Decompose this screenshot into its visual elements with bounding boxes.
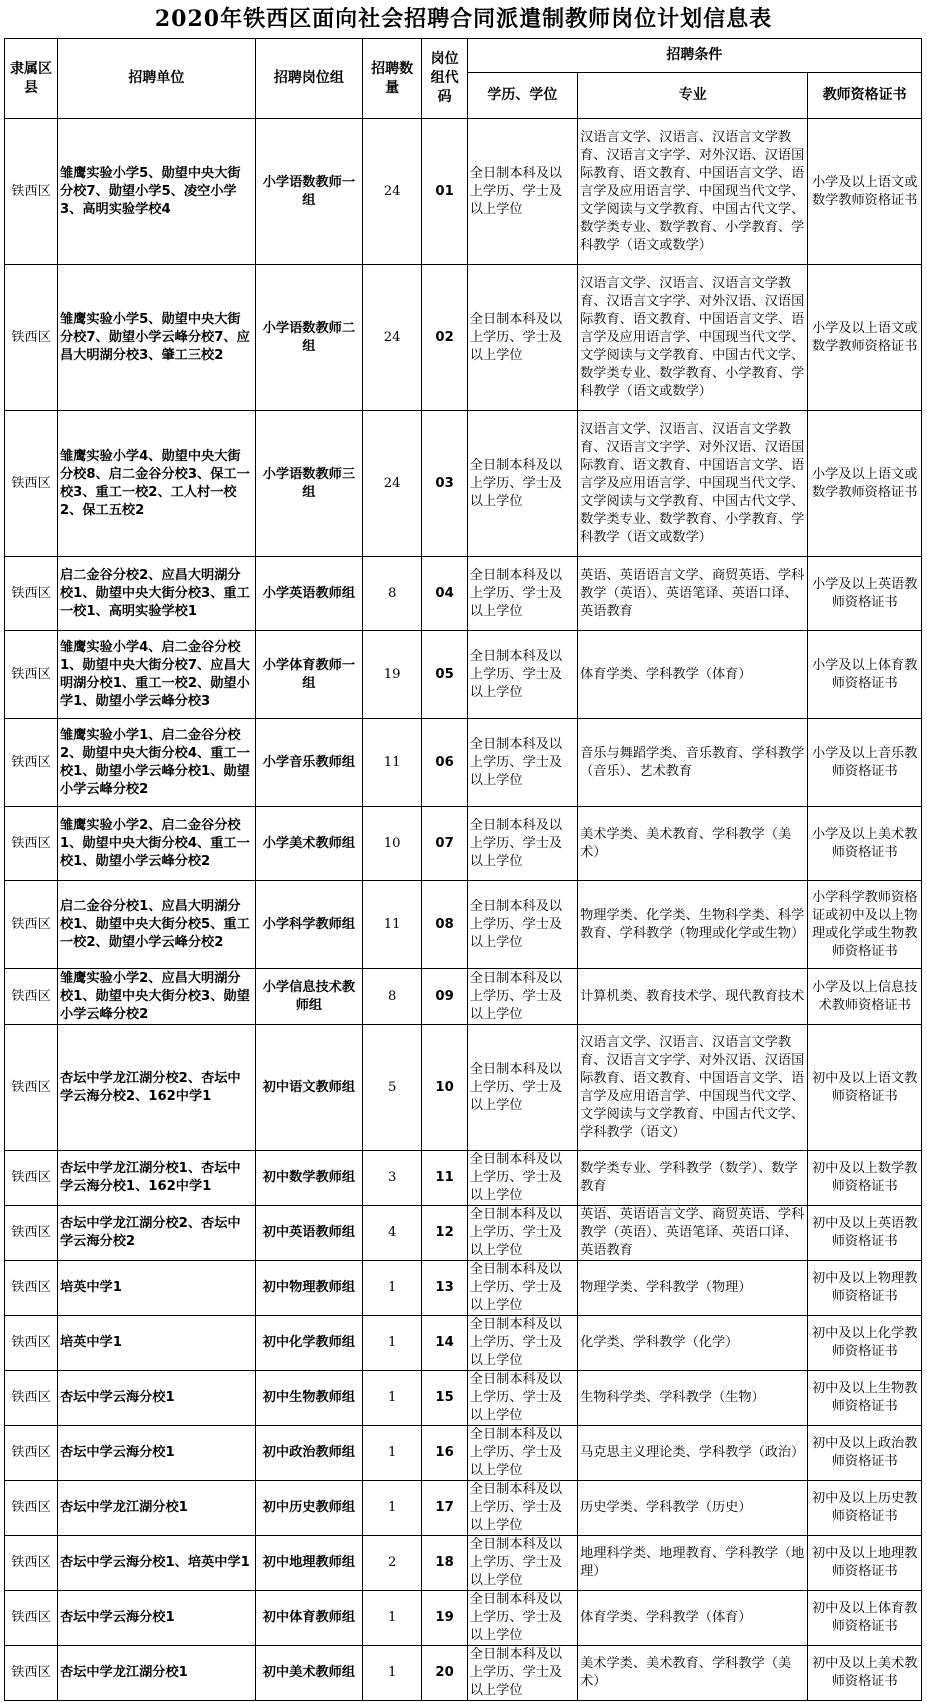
cell-county: 铁西区 [5,119,58,265]
cell-group: 初中美术教师组 [255,1646,362,1701]
cell-code: 20 [422,1646,467,1701]
cell-county: 铁西区 [5,881,58,969]
cell-county: 铁西区 [5,1151,58,1206]
cell-code: 14 [422,1316,467,1371]
cell-code: 12 [422,1206,467,1261]
page-title: 2020年铁西区面向社会招聘合同派遣制教师岗位计划信息表 [154,6,773,32]
cell-code: 15 [422,1371,467,1426]
cell-code: 05 [422,631,467,719]
table-row [5,881,922,969]
cell-code: 11 [422,1151,467,1206]
cell-unit: 启二金谷分校1、应昌大明湖分校1、勋望中央大街分校5、重工一校2、勋望小学云峰分校2 [57,881,255,969]
header-group: 招聘岗位组 [255,39,362,119]
cell-education: 全日制本科及以上学历、学士及以上学位 [467,1591,577,1646]
cell-count: 1 [362,1426,421,1481]
table-row [5,1371,922,1426]
cell-county: 铁西区 [5,807,58,881]
cell-education: 全日制本科及以上学历、学士及以上学位 [467,411,577,557]
cell-count: 1 [362,1371,421,1426]
cell-group: 小学音乐教师组 [255,719,362,807]
cell-major: 计算机类、教育技术学、现代教育技术 [578,969,808,1025]
cell-unit: 杏坛中学龙江湖分校1 [57,1481,255,1536]
cell-count: 2 [362,1536,421,1591]
cell-unit: 杏坛中学云海分校1 [57,1371,255,1426]
cell-major: 物理学类、学科教学（物理） [578,1261,808,1316]
header-certificate: 教师资格证书 [808,73,922,119]
cell-certificate: 小学及以上音乐教师资格证书 [808,719,922,807]
cell-code: 10 [422,1025,467,1151]
cell-count: 3 [362,1151,421,1206]
cell-count: 19 [362,631,421,719]
cell-certificate: 初中及以上生物教师资格证书 [808,1371,922,1426]
cell-major: 美术学类、美术教育、学科教学（美术） [578,1646,808,1701]
cell-education: 全日制本科及以上学历、学士及以上学位 [467,1536,577,1591]
cell-group: 小学体育教师一组 [255,631,362,719]
cell-code: 08 [422,881,467,969]
cell-unit: 杏坛中学云海分校1 [57,1591,255,1646]
cell-education: 全日制本科及以上学历、学士及以上学位 [467,1646,577,1701]
cell-count: 1 [362,1646,421,1701]
cell-unit: 杏坛中学龙江湖分校1 [57,1646,255,1701]
cell-education: 全日制本科及以上学历、学士及以上学位 [467,969,577,1025]
cell-certificate: 小学及以上美术教师资格证书 [808,807,922,881]
cell-count: 24 [362,119,421,265]
cell-certificate: 小学及以上英语教师资格证书 [808,557,922,631]
cell-code: 09 [422,969,467,1025]
table-row [5,1206,922,1261]
cell-major: 化学类、学科教学（化学） [578,1316,808,1371]
cell-code: 01 [422,119,467,265]
cell-code: 16 [422,1426,467,1481]
table-row [5,1536,922,1591]
cell-certificate: 小学科学教师资格证或初中及以上物理或化学或生物教师资格证书 [808,881,922,969]
cell-group: 初中政治教师组 [255,1426,362,1481]
table-row [5,1426,922,1481]
cell-unit: 雏鹰实验小学5、勋望中央大街分校7、勋望小学云峰分校7、应昌大明湖分校3、肇工三校2 [57,265,255,411]
cell-count: 1 [362,1261,421,1316]
cell-group: 小学英语教师组 [255,557,362,631]
cell-code: 19 [422,1591,467,1646]
cell-major: 音乐与舞蹈学类、音乐教育、学科教学（音乐）、艺术教育 [578,719,808,807]
cell-major: 汉语言文学、汉语言、汉语言文学教育、汉语言文字学、对外汉语、汉语国际教育、语文教育、中国语言文学、语言学及应用语言学、中国现当代文学、文学阅读与文学教育、中国古代文学、数学类专业、数学教育、小学教育、学科教学（语文或数学） [578,265,808,411]
cell-certificate: 初中及以上政治教师资格证书 [808,1426,922,1481]
cell-county: 铁西区 [5,719,58,807]
cell-education: 全日制本科及以上学历、学士及以上学位 [467,1206,577,1261]
cell-certificate: 小学及以上语文或数学教师资格证书 [808,411,922,557]
cell-count: 24 [362,411,421,557]
cell-county: 铁西区 [5,1481,58,1536]
table-row [5,1261,922,1316]
cell-group: 初中生物教师组 [255,1371,362,1426]
cell-education: 全日制本科及以上学历、学士及以上学位 [467,265,577,411]
header-education: 学历、学位 [467,73,577,119]
cell-certificate: 初中及以上语文教师资格证书 [808,1025,922,1151]
cell-certificate: 初中及以上数学教师资格证书 [808,1151,922,1206]
cell-major: 美术学类、美术教育、学科教学（美术） [578,807,808,881]
cell-county: 铁西区 [5,1646,58,1701]
cell-county: 铁西区 [5,1025,58,1151]
cell-county: 铁西区 [5,557,58,631]
cell-major: 英语、英语语言文学、商贸英语、学科教学（英语）、英语笔译、英语口译、英语教育 [578,557,808,631]
cell-certificate: 初中及以上物理教师资格证书 [808,1261,922,1316]
cell-education: 全日制本科及以上学历、学士及以上学位 [467,1426,577,1481]
cell-certificate: 小学及以上语文或数学教师资格证书 [808,119,922,265]
cell-count: 11 [362,881,421,969]
cell-major: 数学类专业、学科教学（数学）、数学教育 [578,1151,808,1206]
cell-count: 8 [362,557,421,631]
cell-education: 全日制本科及以上学历、学士及以上学位 [467,881,577,969]
cell-county: 铁西区 [5,1316,58,1371]
table-row [5,969,922,1025]
cell-group: 初中历史教师组 [255,1481,362,1536]
cell-certificate: 小学及以上信息技术教师资格证书 [808,969,922,1025]
table-row [5,1151,922,1206]
cell-major: 马克思主义理论类、学科教学（政治） [578,1426,808,1481]
cell-county: 铁西区 [5,1261,58,1316]
cell-county: 铁西区 [5,411,58,557]
cell-education: 全日制本科及以上学历、学士及以上学位 [467,807,577,881]
cell-county: 铁西区 [5,265,58,411]
cell-count: 4 [362,1206,421,1261]
cell-unit: 雏鹰实验小学1、启二金谷分校2、勋望中央大街分校4、重工一校1、勋望小学云峰分校1、勋望小学云峰分校2 [57,719,255,807]
table-row [5,265,922,411]
cell-major: 生物科学类、学科教学（生物） [578,1371,808,1426]
table-row [5,119,922,265]
cell-code: 02 [422,265,467,411]
cell-unit: 杏坛中学龙江湖分校2、杏坛中学云海分校2、162中学1 [57,1025,255,1151]
cell-count: 10 [362,807,421,881]
cell-education: 全日制本科及以上学历、学士及以上学位 [467,1316,577,1371]
table-row [5,411,922,557]
recruitment-plan-table [4,38,922,1701]
cell-code: 04 [422,557,467,631]
cell-group: 初中体育教师组 [255,1591,362,1646]
header-county: 隶属区县 [5,39,58,119]
cell-major: 英语、英语语言文学、商贸英语、学科教学（英语）、英语笔译、英语口译、英语教育 [578,1206,808,1261]
cell-education: 全日制本科及以上学历、学士及以上学位 [467,1151,577,1206]
cell-unit: 培英中学1 [57,1261,255,1316]
cell-major: 体育学类、学科教学（体育） [578,631,808,719]
cell-unit: 杏坛中学龙江湖分校2、杏坛中学云海分校2 [57,1206,255,1261]
table-row [5,807,922,881]
cell-county: 铁西区 [5,969,58,1025]
cell-certificate: 小学及以上体育教师资格证书 [808,631,922,719]
table-row [5,557,922,631]
cell-county: 铁西区 [5,631,58,719]
table-row [5,1316,922,1371]
cell-count: 11 [362,719,421,807]
cell-count: 8 [362,969,421,1025]
cell-group: 小学信息技术教师组 [255,969,362,1025]
header-major: 专业 [578,73,808,119]
cell-group: 小学语数教师一组 [255,119,362,265]
table-body [5,119,922,1701]
cell-major: 汉语言文学、汉语言、汉语言文学教育、汉语言文字学、对外汉语、汉语国际教育、语文教育、中国语言文学、语言学及应用语言学、中国现当代文学、文学阅读与文学教育、中国古代文学、学科教学（语文） [578,1025,808,1151]
cell-group: 初中地理教师组 [255,1536,362,1591]
table-row [5,719,922,807]
cell-code: 06 [422,719,467,807]
cell-county: 铁西区 [5,1536,58,1591]
cell-group: 小学语数教师三组 [255,411,362,557]
cell-major: 体育学类、学科教学（体育） [578,1591,808,1646]
cell-group: 初中化学教师组 [255,1316,362,1371]
cell-education: 全日制本科及以上学历、学士及以上学位 [467,1261,577,1316]
cell-major: 历史学类、学科教学（历史） [578,1481,808,1536]
cell-education: 全日制本科及以上学历、学士及以上学位 [467,557,577,631]
cell-education: 全日制本科及以上学历、学士及以上学位 [467,1481,577,1536]
cell-county: 铁西区 [5,1206,58,1261]
cell-count: 1 [362,1316,421,1371]
cell-county: 铁西区 [5,1371,58,1426]
cell-education: 全日制本科及以上学历、学士及以上学位 [467,631,577,719]
cell-unit: 雏鹰实验小学2、启二金谷分校1、勋望中央大街分校4、重工一校1、勋望小学云峰分校2 [57,807,255,881]
table-row [5,1481,922,1536]
header-unit: 招聘单位 [57,39,255,119]
cell-unit: 杏坛中学云海分校1 [57,1426,255,1481]
cell-certificate: 初中及以上地理教师资格证书 [808,1536,922,1591]
cell-unit: 启二金谷分校2、应昌大明湖分校1、勋望中央大街分校3、重工一校1、高明实验学校1 [57,557,255,631]
cell-major: 汉语言文学、汉语言、汉语言文学教育、汉语言文字学、对外汉语、汉语国际教育、语文教育、中国语言文学、语言学及应用语言学、中国现当代文学、文学阅读与文学教育、中国古代文学、数学类专业、数学教育、小学教育、学科教学（语文或数学） [578,119,808,265]
cell-unit: 杏坛中学云海分校1、培英中学1 [57,1536,255,1591]
cell-count: 1 [362,1591,421,1646]
cell-major: 汉语言文学、汉语言、汉语言文学教育、汉语言文字学、对外汉语、汉语国际教育、语文教育、中国语言文学、语言学及应用语言学、中国现当代文学、文学阅读与文学教育、中国古代文学、数学类专业、数学教育、小学教育、学科教学（语文或数学） [578,411,808,557]
cell-education: 全日制本科及以上学历、学士及以上学位 [467,719,577,807]
table-row [5,1591,922,1646]
cell-code: 18 [422,1536,467,1591]
cell-count: 24 [362,265,421,411]
cell-major: 地理科学类、地理教育、学科教学（地理） [578,1536,808,1591]
table-row [5,631,922,719]
cell-code: 07 [422,807,467,881]
cell-count: 5 [362,1025,421,1151]
cell-count: 1 [362,1481,421,1536]
cell-certificate: 初中及以上美术教师资格证书 [808,1646,922,1701]
cell-group: 初中物理教师组 [255,1261,362,1316]
header-count: 招聘数量 [362,39,421,119]
cell-county: 铁西区 [5,1591,58,1646]
cell-education: 全日制本科及以上学历、学士及以上学位 [467,119,577,265]
cell-group: 小学美术教师组 [255,807,362,881]
cell-certificate: 初中及以上化学教师资格证书 [808,1316,922,1371]
cell-code: 17 [422,1481,467,1536]
cell-certificate: 初中及以上英语教师资格证书 [808,1206,922,1261]
cell-certificate: 初中及以上历史教师资格证书 [808,1481,922,1536]
cell-code: 03 [422,411,467,557]
cell-group: 小学语数教师二组 [255,265,362,411]
cell-group: 初中数学教师组 [255,1151,362,1206]
cell-county: 铁西区 [5,1426,58,1481]
cell-education: 全日制本科及以上学历、学士及以上学位 [467,1025,577,1151]
cell-unit: 雏鹰实验小学4、勋望中央大街分校8、启二金谷分校3、保工一校3、重工一校2、工人村一校2、保工五校2 [57,411,255,557]
cell-group: 小学科学教师组 [255,881,362,969]
cell-unit: 培英中学1 [57,1316,255,1371]
cell-education: 全日制本科及以上学历、学士及以上学位 [467,1371,577,1426]
cell-unit: 雏鹰实验小学4、启二金谷分校1、勋望中央大街分校7、应昌大明湖分校1、重工一校2、勋望小学1、勋望小学云峰分校3 [57,631,255,719]
cell-major: 物理学类、化学类、生物科学类、科学教育、学科教学（物理或化学或生物） [578,881,808,969]
header-conditions: 招聘条件 [467,39,921,73]
cell-certificate: 小学及以上语文或数学教师资格证书 [808,265,922,411]
cell-unit: 杏坛中学龙江湖分校1、杏坛中学云海分校1、162中学1 [57,1151,255,1206]
cell-unit: 雏鹰实验小学2、应昌大明湖分校1、勋望中央大街分校3、勋望小学云峰分校2 [57,969,255,1025]
header-code: 岗位组代码 [422,39,467,119]
cell-group: 初中语文教师组 [255,1025,362,1151]
cell-unit: 雏鹰实验小学5、勋望中央大街分校7、勋望小学5、凌空小学3、高明实验学校4 [57,119,255,265]
cell-certificate: 初中及以上体育教师资格证书 [808,1591,922,1646]
table-row [5,1025,922,1151]
table-row [5,1646,922,1701]
cell-group: 初中英语教师组 [255,1206,362,1261]
cell-code: 13 [422,1261,467,1316]
